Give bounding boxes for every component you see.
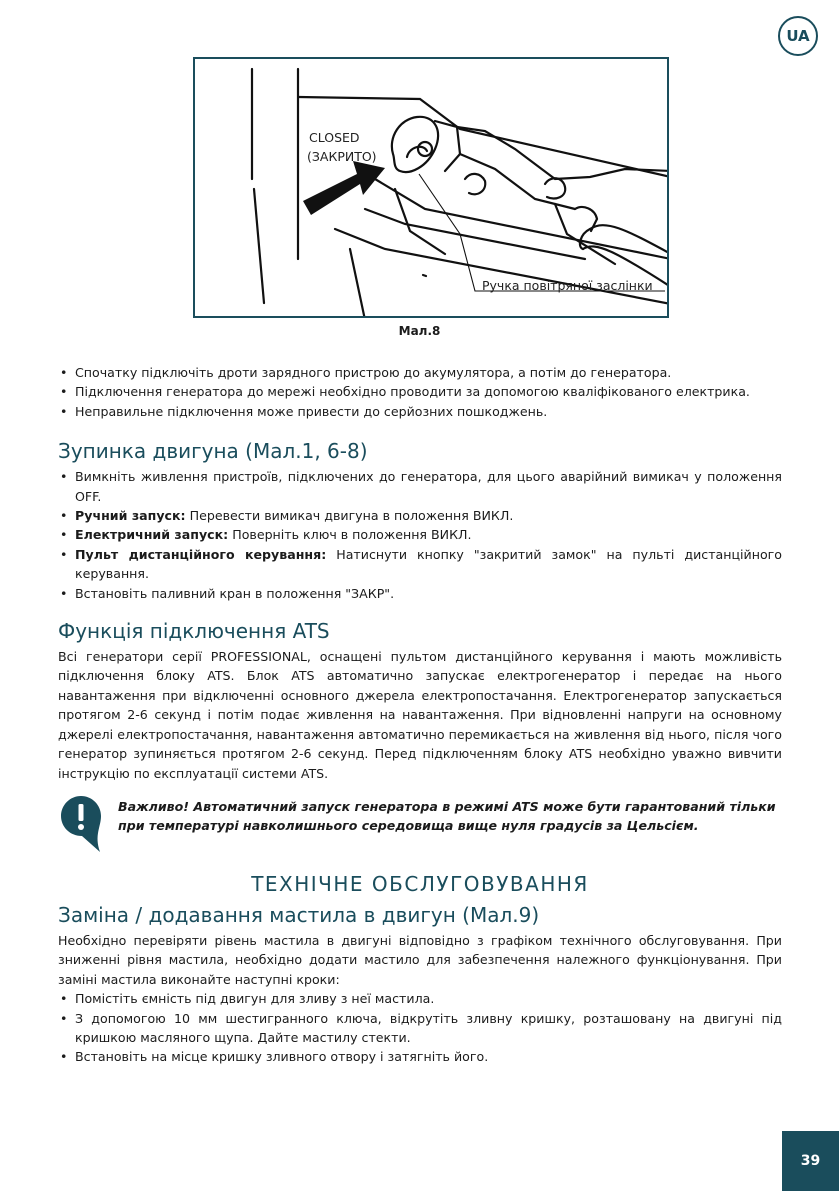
list-item (58, 506, 782, 525)
figure-label-closed: CLOSED (309, 130, 360, 145)
list-item-bold: Ручний запуск: (75, 508, 186, 524)
important-note (58, 797, 782, 849)
page-number: 39 (782, 1131, 839, 1191)
important-note-text: Важливо! Автоматичний запуск генератора в режимі ATS може бути гарантований тільки при температурі навколишнього середовища вище нуля градусів за Цельсієм. (118, 798, 776, 834)
list-item: • Встановіть паливний кран в положення "ЗАКР". (58, 584, 782, 603)
list-item: • Вимкніть живлення пристроїв, підключених до генератора, для цього аварійний вимикач у положення OFF. (58, 467, 782, 506)
page-content (58, 363, 782, 1067)
warning-exclamation-icon (60, 795, 102, 853)
list-item-text: Перевести вимикач двигуна в положення ВИКЛ. (185, 508, 514, 524)
list-item: • Встановіть на місце кришку зливного отвору і затягніть його. (58, 1047, 782, 1066)
heading-engine-stop: Зупинка двигуна (Мал.1, 6-8) (58, 439, 368, 464)
figure-caption: Мал.8 (398, 324, 441, 338)
figure-label-closed-ua: (ЗАКРИТО) (307, 149, 377, 164)
list-item: • Помістіть ємність під двигун для зливу з неї мастила. (58, 989, 782, 1008)
list-item: • Підключення генератора до мережі необхідно проводити за допомогою кваліфікованого електрика. (58, 382, 782, 401)
oil-change-paragraph: Необхідно перевіряти рівень мастила в двигуні відповідно з графіком технічного обслуговування. При зниженні рівня мастила, необхідно додати мастило для забезпечення належного функціонування. При заміні мастила виконайте наступні кроки: (58, 932, 782, 987)
list-item: • З допомогою 10 мм шестигранного ключа, відкрутіть зливну кришку, розташовану на двигуні під кришкою масляного щупа. Дайте мастилу стекти. (58, 1009, 782, 1048)
list-item: • Спочатку підключіть дроти зарядного пристрою до акумулятора, а потім до генератора. (58, 363, 782, 382)
figure-label-choke-handle: Ручка повітряної заслінки (482, 278, 653, 293)
list-item-bold: Електричний запуск: (75, 527, 229, 543)
list-item-text: Натиснути кнопку "закритий замок" на пульті дистанційного керування. (75, 546, 782, 582)
language-badge: UA (778, 16, 818, 56)
list-item-text: Поверніть ключ в положення ВИКЛ. (228, 527, 472, 543)
list-item (58, 525, 782, 544)
intro-bullet-list (58, 363, 782, 421)
list-item-bold: Пульт дистанційного керування: (75, 546, 327, 562)
section-title-maintenance: ТЕХНІЧНЕ ОБСЛУГОВУВАННЯ (251, 871, 589, 896)
list-item (58, 545, 782, 584)
oil-change-steps (58, 989, 782, 1067)
heading-oil-change: Заміна / додавання мастила в двигун (Мал.9) (58, 902, 540, 927)
heading-ats: Функція підключення ATS (58, 619, 330, 644)
list-item: • Неправильне підключення може привести до серйозних пошкоджень. (58, 402, 782, 421)
engine-stop-list (58, 467, 782, 603)
figure-choke-illustration (193, 57, 669, 318)
ats-paragraph: Всі генератори серії PROFESSIONAL, оснащені пультом дистанційного керування і мають можливість підключення блоку ATS. Блок ATS автоматично запускає електрогенератор і передає на нього навантаження при відключенні основного джерела електропостачання. Електрогенератор запускається протягом 2-6 секунд і потім подає живлення на навантаження. При відновленні напруги на основному джерелі електропостачання, навантаження автоматично перемикається на живлення від нього, після чого генератор зупиняється протягом 2-6 секунд. Перед підключенням блоку ATS необхідно уважно вивчити інструкцію по експлуатації системи ATS. (58, 649, 782, 781)
